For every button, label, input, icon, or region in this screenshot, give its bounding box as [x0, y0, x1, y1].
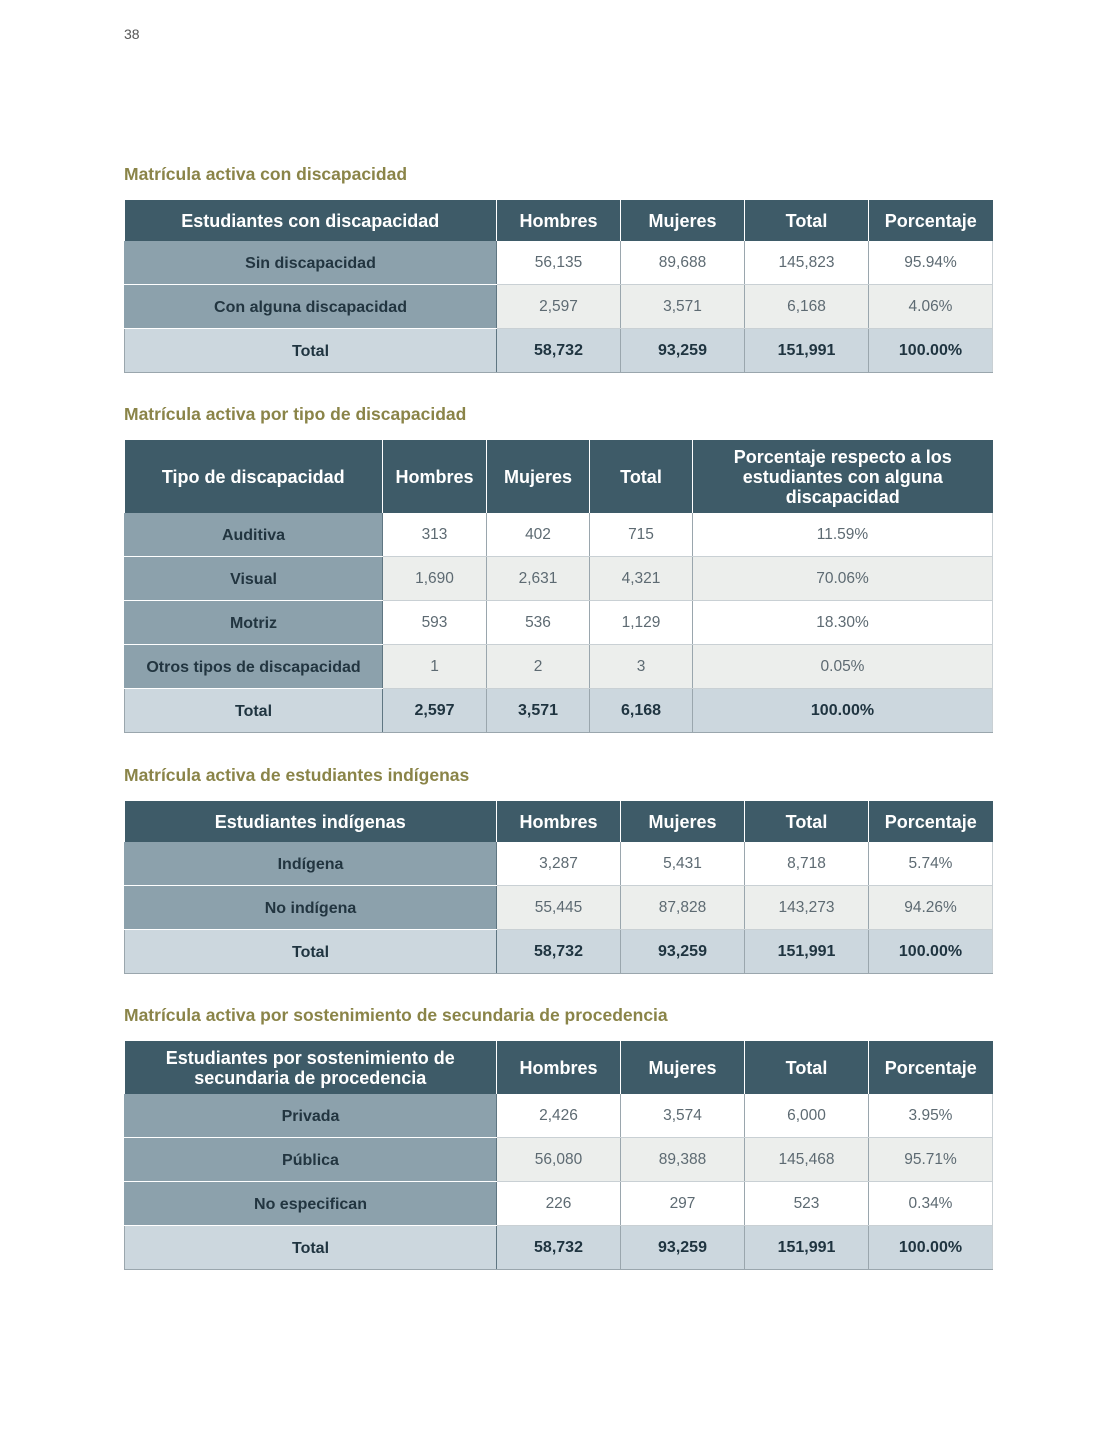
cell: 313: [383, 513, 487, 557]
header-cell: Porcentaje respecto a los estudiantes con alguna discapacidad: [693, 440, 993, 513]
row-label: Indígena: [125, 842, 497, 886]
cell: 56,080: [497, 1138, 621, 1182]
cell: 100.00%: [869, 930, 993, 974]
header-cell: Mujeres: [621, 1041, 745, 1094]
header-cell: Porcentaje: [869, 801, 993, 842]
cell: 89,688: [621, 241, 745, 285]
cell: 55,445: [497, 886, 621, 930]
cell: 0.05%: [693, 645, 993, 689]
cell: 3,574: [621, 1094, 745, 1138]
cell: 70.06%: [693, 557, 993, 601]
cell: 6,168: [745, 285, 869, 329]
header-cell: Estudiantes indígenas: [125, 801, 497, 842]
table-row: [125, 842, 993, 886]
cell: 58,732: [497, 1226, 621, 1270]
header-cell: Porcentaje: [869, 1041, 993, 1094]
cell: 3.95%: [869, 1094, 993, 1138]
row-label: Privada: [125, 1094, 497, 1138]
cell: 3,287: [497, 842, 621, 886]
cell: 5.74%: [869, 842, 993, 886]
cell: 3,571: [621, 285, 745, 329]
cell: 94.26%: [869, 886, 993, 930]
cell: 18.30%: [693, 601, 993, 645]
cell: 8,718: [745, 842, 869, 886]
row-label: Auditiva: [125, 513, 383, 557]
cell: 2,426: [497, 1094, 621, 1138]
header-cell: Porcentaje: [869, 200, 993, 241]
header-cell: Total: [745, 200, 869, 241]
table-total-row: [125, 329, 993, 373]
section-sostenimiento: [124, 1003, 992, 1270]
row-label: Total: [125, 930, 497, 974]
table-tipo-discapacidad: [124, 440, 993, 733]
table-total-row: [125, 930, 993, 974]
table-row: [125, 886, 993, 930]
table-header-row: [125, 200, 993, 241]
table-row: [125, 285, 993, 329]
row-label: Motriz: [125, 601, 383, 645]
header-cell: Hombres: [497, 1041, 621, 1094]
cell: 0.34%: [869, 1182, 993, 1226]
row-label: Sin discapacidad: [125, 241, 497, 285]
table-row: [125, 645, 993, 689]
table-row: [125, 601, 993, 645]
cell: 93,259: [621, 930, 745, 974]
cell: 151,991: [745, 329, 869, 373]
cell: 143,273: [745, 886, 869, 930]
page-number: 38: [124, 26, 140, 42]
table-row: [125, 1182, 993, 1226]
cell: 402: [487, 513, 590, 557]
row-label: No indígena: [125, 886, 497, 930]
cell: 151,991: [745, 930, 869, 974]
cell: 3,571: [487, 689, 590, 733]
row-label: Otros tipos de discapacidad: [125, 645, 383, 689]
row-label: No especifican: [125, 1182, 497, 1226]
row-label: Total: [125, 689, 383, 733]
cell: 2,597: [383, 689, 487, 733]
section-title: Matrícula activa por tipo de discapacidad: [124, 404, 467, 424]
cell: 151,991: [745, 1226, 869, 1270]
cell: 2,597: [497, 285, 621, 329]
cell: 89,388: [621, 1138, 745, 1182]
cell: 56,135: [497, 241, 621, 285]
cell: 523: [745, 1182, 869, 1226]
cell: 593: [383, 601, 487, 645]
cell: 297: [621, 1182, 745, 1226]
section-title: Matrícula activa por sostenimiento de secundaria de procedencia: [124, 1005, 668, 1025]
table-indigenas: [124, 801, 993, 974]
cell: 145,468: [745, 1138, 869, 1182]
cell: 226: [497, 1182, 621, 1226]
cell: 536: [487, 601, 590, 645]
table-total-row: [125, 689, 993, 733]
table-sostenimiento: [124, 1041, 993, 1270]
section-indigenas: [124, 763, 992, 974]
section-discapacidad: [124, 162, 992, 373]
header-cell: Total: [745, 1041, 869, 1094]
cell: 1,690: [383, 557, 487, 601]
cell: 100.00%: [693, 689, 993, 733]
header-cell: Estudiantes con discapacidad: [125, 200, 497, 241]
section-tipo-discapacidad: [124, 402, 992, 733]
cell: 95.71%: [869, 1138, 993, 1182]
cell: 2,631: [487, 557, 590, 601]
cell: 6,000: [745, 1094, 869, 1138]
header-cell: Mujeres: [487, 440, 590, 513]
cell: 4,321: [590, 557, 693, 601]
row-label: Pública: [125, 1138, 497, 1182]
table-row: [125, 557, 993, 601]
header-cell: Hombres: [497, 200, 621, 241]
table-row: [125, 241, 993, 285]
table-header-row: [125, 801, 993, 842]
cell: 11.59%: [693, 513, 993, 557]
cell: 145,823: [745, 241, 869, 285]
header-cell: Estudiantes por sostenimiento de secundaria de procedencia: [125, 1041, 497, 1094]
cell: 58,732: [497, 930, 621, 974]
section-title: Matrícula activa de estudiantes indígenas: [124, 765, 470, 785]
table-header-row: [125, 440, 993, 513]
cell: 87,828: [621, 886, 745, 930]
header-cell: Tipo de discapacidad: [125, 440, 383, 513]
cell: 100.00%: [869, 329, 993, 373]
table-discapacidad: [124, 200, 993, 373]
table-header-row: [125, 1041, 993, 1094]
table-total-row: [125, 1226, 993, 1270]
cell: 2: [487, 645, 590, 689]
cell: 1,129: [590, 601, 693, 645]
table-row: [125, 1094, 993, 1138]
cell: 100.00%: [869, 1226, 993, 1270]
row-label: Visual: [125, 557, 383, 601]
table-row: [125, 513, 993, 557]
section-title: Matrícula activa con discapacidad: [124, 164, 408, 184]
cell: 93,259: [621, 329, 745, 373]
header-cell: Total: [590, 440, 693, 513]
header-cell: Hombres: [383, 440, 487, 513]
cell: 58,732: [497, 329, 621, 373]
row-label: Con alguna discapacidad: [125, 285, 497, 329]
cell: 93,259: [621, 1226, 745, 1270]
header-cell: Mujeres: [621, 801, 745, 842]
header-cell: Total: [745, 801, 869, 842]
header-cell: Mujeres: [621, 200, 745, 241]
cell: 3: [590, 645, 693, 689]
table-row: [125, 1138, 993, 1182]
header-cell: Hombres: [497, 801, 621, 842]
row-label: Total: [125, 329, 497, 373]
cell: 4.06%: [869, 285, 993, 329]
cell: 5,431: [621, 842, 745, 886]
cell: 95.94%: [869, 241, 993, 285]
row-label: Total: [125, 1226, 497, 1270]
cell: 1: [383, 645, 487, 689]
cell: 715: [590, 513, 693, 557]
cell: 6,168: [590, 689, 693, 733]
